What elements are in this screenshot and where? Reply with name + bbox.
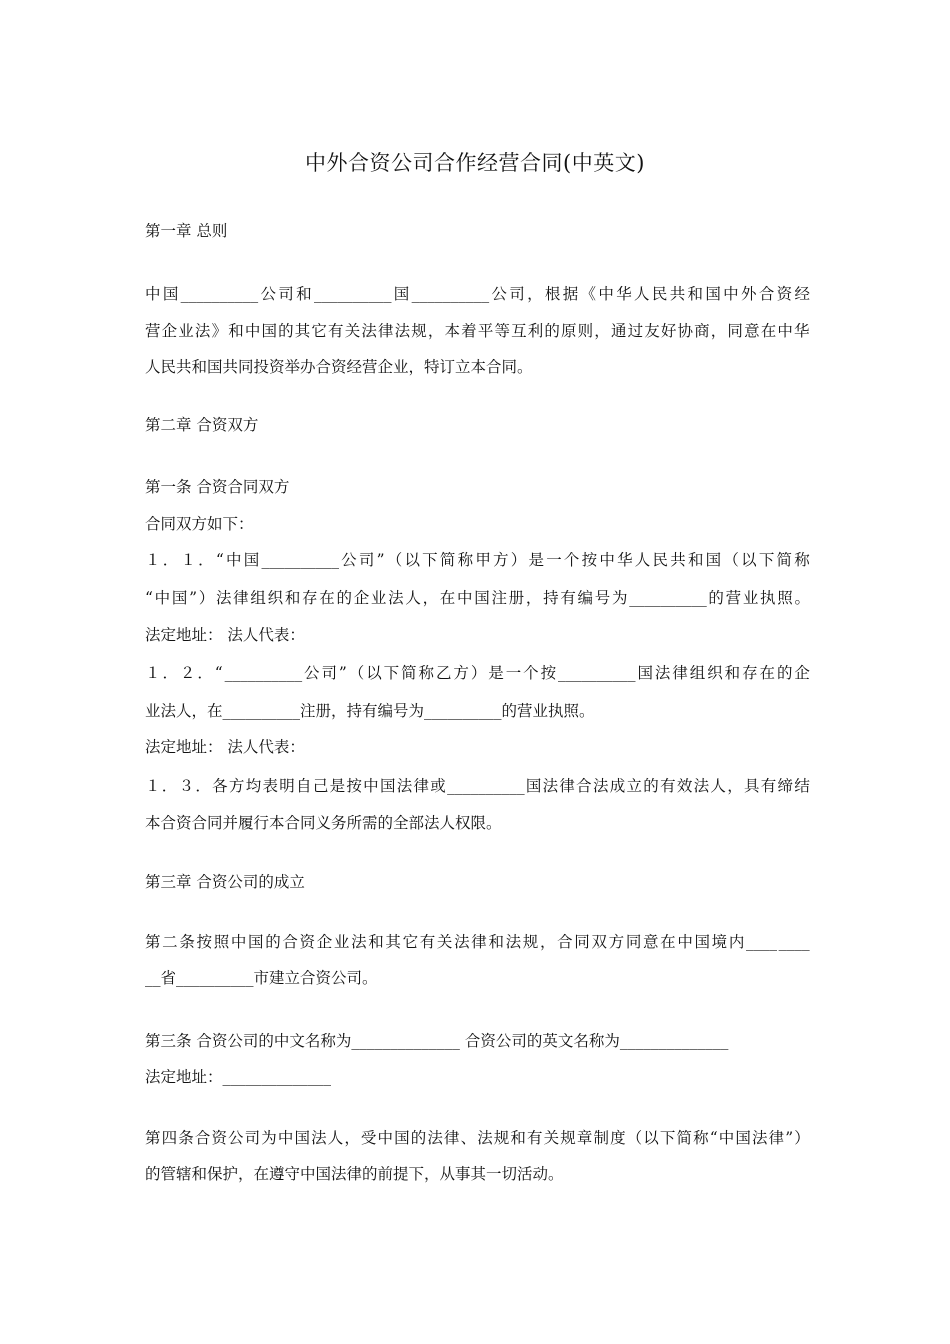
paragraph-line: 营 企 业 法 》 和 中 国 的 其 它 有 关 法 律 法 规 ， 本 着 平 等 互 利 的 原 则 ， 通 过 友 好 协 商 ， 同 意 在 中 华 <box>145 322 810 340</box>
clause-1-2-line: １ ． ２ ． “ __________ 公 司 ” （ 以 下 简 称 乙 方 ） 是 一 个 按 __________ 国 法 律 组 织 和 存 在 的 企 <box>145 664 810 682</box>
article-4-line: 第 四 条 合 资 公 司 为 中 国 法 人 ， 受 中 国 的 法 律 、 法 规 和 有 关 规 章 制 度 （ 以 下 简 称 “ 中 国 法 律 ” ） <box>145 1129 810 1147</box>
paragraph-line: 人民共和国共同投资举办合资经营企业，特订立本合同。 <box>145 358 533 376</box>
clause-1-3-line: １ ． ３ ． 各 方 均 表 明 自 己 是 按 中 国 法 律 或 __________ 国 法 律 合 法 成 立 的 有 效 法 人 ， 具 有 缔 结 <box>145 777 810 795</box>
paragraph-line: 合同双方如下： <box>145 515 254 533</box>
paragraph-line: 中 国 __________ 公 司 和 __________ 国 __________ 公 司 ， 根 据 《 中 华 人 民 共 和 国 中 外 合 资 经 <box>145 285 810 303</box>
clause-1-1-line: “ 中 国 ” ） 法 律 组 织 和 存 在 的 企 业 法 人 ， 在 中 国 注 册 ， 持 有 编 号 为 __________ 的 营 业 执 照 。 <box>145 589 810 607</box>
document-title: 中外合资公司合作经营合同(中英文) <box>305 151 645 175</box>
chapter-3-heading: 第三章 合资公司的成立 <box>145 873 305 891</box>
address-representative-line: 法定地址： 法人代表： <box>145 626 305 644</box>
article-4-line: 的管辖和保护，在遵守中国法律的前提下，从事其一切活动。 <box>145 1165 564 1183</box>
article-2-line: 第 二 条 按 照 中 国 的 合 资 企 业 法 和 其 它 有 关 法 律 和 法 规 ， 合 同 双 方 同 意 在 中 国 境 内 ____ ____ <box>145 933 810 951</box>
clause-1-3-line: 本合资合同并履行本合同义务所需的全部法人权限。 <box>145 814 502 832</box>
article-2-line: __省__________市建立合资公司。 <box>145 969 378 987</box>
chapter-1-heading: 第一章 总则 <box>145 222 228 240</box>
article-3-line: 法定地址：______________ <box>145 1068 332 1086</box>
article-3-line: 第三条 合资公司的中文名称为______________ 合资公司的英文名称为______________ <box>145 1032 729 1050</box>
chapter-2-heading: 第二章 合资双方 <box>145 416 259 434</box>
address-representative-line: 法定地址： 法人代表： <box>145 738 305 756</box>
clause-1-2-line: 业法人，在__________注册，持有编号为__________的营业执照。 <box>145 702 595 720</box>
clause-1-1-line: １ ． １ ． “ 中 国 __________ 公 司 ” （ 以 下 简 称 甲 方 ） 是 一 个 按 中 华 人 民 共 和 国 （ 以 下 简 称 <box>145 551 810 569</box>
article-1-heading: 第一条 合资合同双方 <box>145 478 290 496</box>
